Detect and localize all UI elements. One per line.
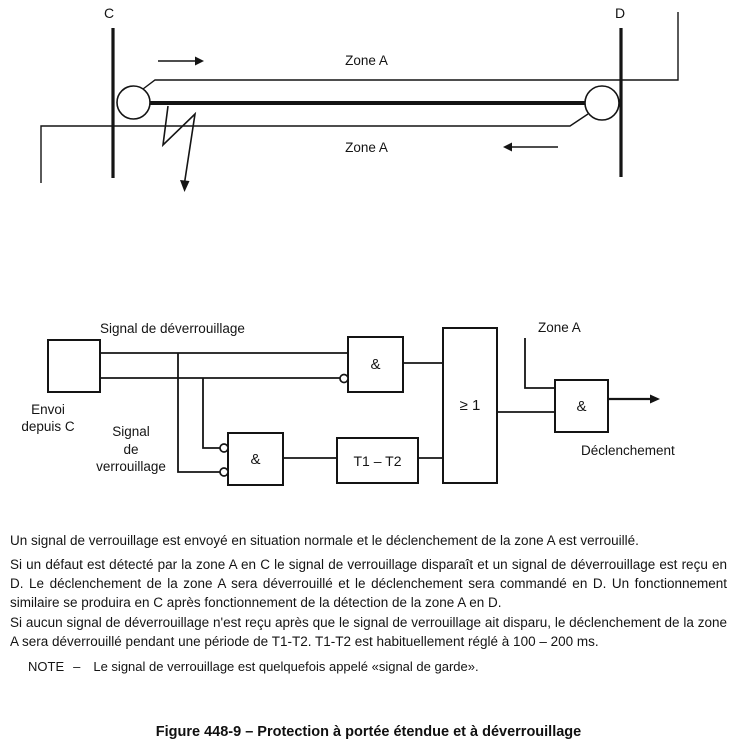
send-from-c-box <box>48 340 100 392</box>
bus-d-label: D <box>615 5 626 21</box>
or-gate-symbol: ≥ 1 <box>459 397 481 414</box>
direction-arrow-left-head <box>503 143 512 152</box>
fault-lightning-icon <box>163 106 195 183</box>
unblock-signal-label: Signal de déverrouillage <box>100 321 245 336</box>
fault-arrow-head <box>180 180 190 192</box>
trip-arrow-head <box>650 395 660 404</box>
zone-a-reach-top-line <box>143 12 678 89</box>
zone-a-reach-bottom-line <box>41 114 588 183</box>
direction-arrow-right-head <box>195 57 204 66</box>
zone-a-bottom-label: Zone A <box>345 140 388 155</box>
paragraph-1: Un signal de verrouillage est envoyé en situation normale et le déclenchement de la zone A est verrouillé. <box>10 533 639 548</box>
wire-zone-a-input <box>525 338 555 388</box>
paragraph-2: Si un défaut est détecté par la zone A en C le signal de verrouillage disparaît et un signal de déverrouillage est reçu en D. Le déclenchement de la zone A sera déverrouillé et le déclenchement sera commandé en D. Un fonctionnement similaire se produira en C après fonctionnement de la détection de la zone A en D. <box>10 557 727 610</box>
bus-c-label: C <box>104 5 115 21</box>
and-gate-top-symbol: & <box>370 356 381 373</box>
invert-bubble-andlower-top <box>220 444 228 452</box>
zone-a-top-label: Zone A <box>345 53 388 68</box>
note-label: NOTE <box>28 659 65 674</box>
wire-block-branch <box>203 378 220 448</box>
send-from-c-label: Envoi depuis C <box>21 402 75 434</box>
figure-caption: Figure 448-9 – Protection à portée étendue et à déverrouillage <box>155 724 582 740</box>
wire-unblock-branch <box>178 353 220 472</box>
trip-label: Déclenchement <box>581 443 675 458</box>
invert-bubble-andtop <box>340 375 348 383</box>
paragraph-3: Si aucun signal de déverrouillage n'est reçu après que le signal de verrouillage ait disparu, le déclenchement de la zone A sera déverrouillé pendant une période de T1-T2. T1-T2 est habituellement réglé à 100 – 200 ms. <box>10 615 727 649</box>
note-text: Le signal de verrouillage est quelquefois appelé «signal de garde». <box>93 659 479 674</box>
block-signal-label: Signal de verrouillage <box>96 424 166 474</box>
note <box>28 658 479 675</box>
and-gate-lower-symbol: & <box>250 450 261 468</box>
ct-circle-right <box>585 86 619 120</box>
timer-label: T1 – T2 <box>353 452 402 469</box>
invert-bubble-andlower-bottom <box>220 468 228 476</box>
note-dash: – <box>73 659 81 674</box>
zone-a-input-label: Zone A <box>538 320 581 335</box>
and-gate-output-symbol: & <box>576 397 587 415</box>
ct-circle-left <box>117 86 150 119</box>
